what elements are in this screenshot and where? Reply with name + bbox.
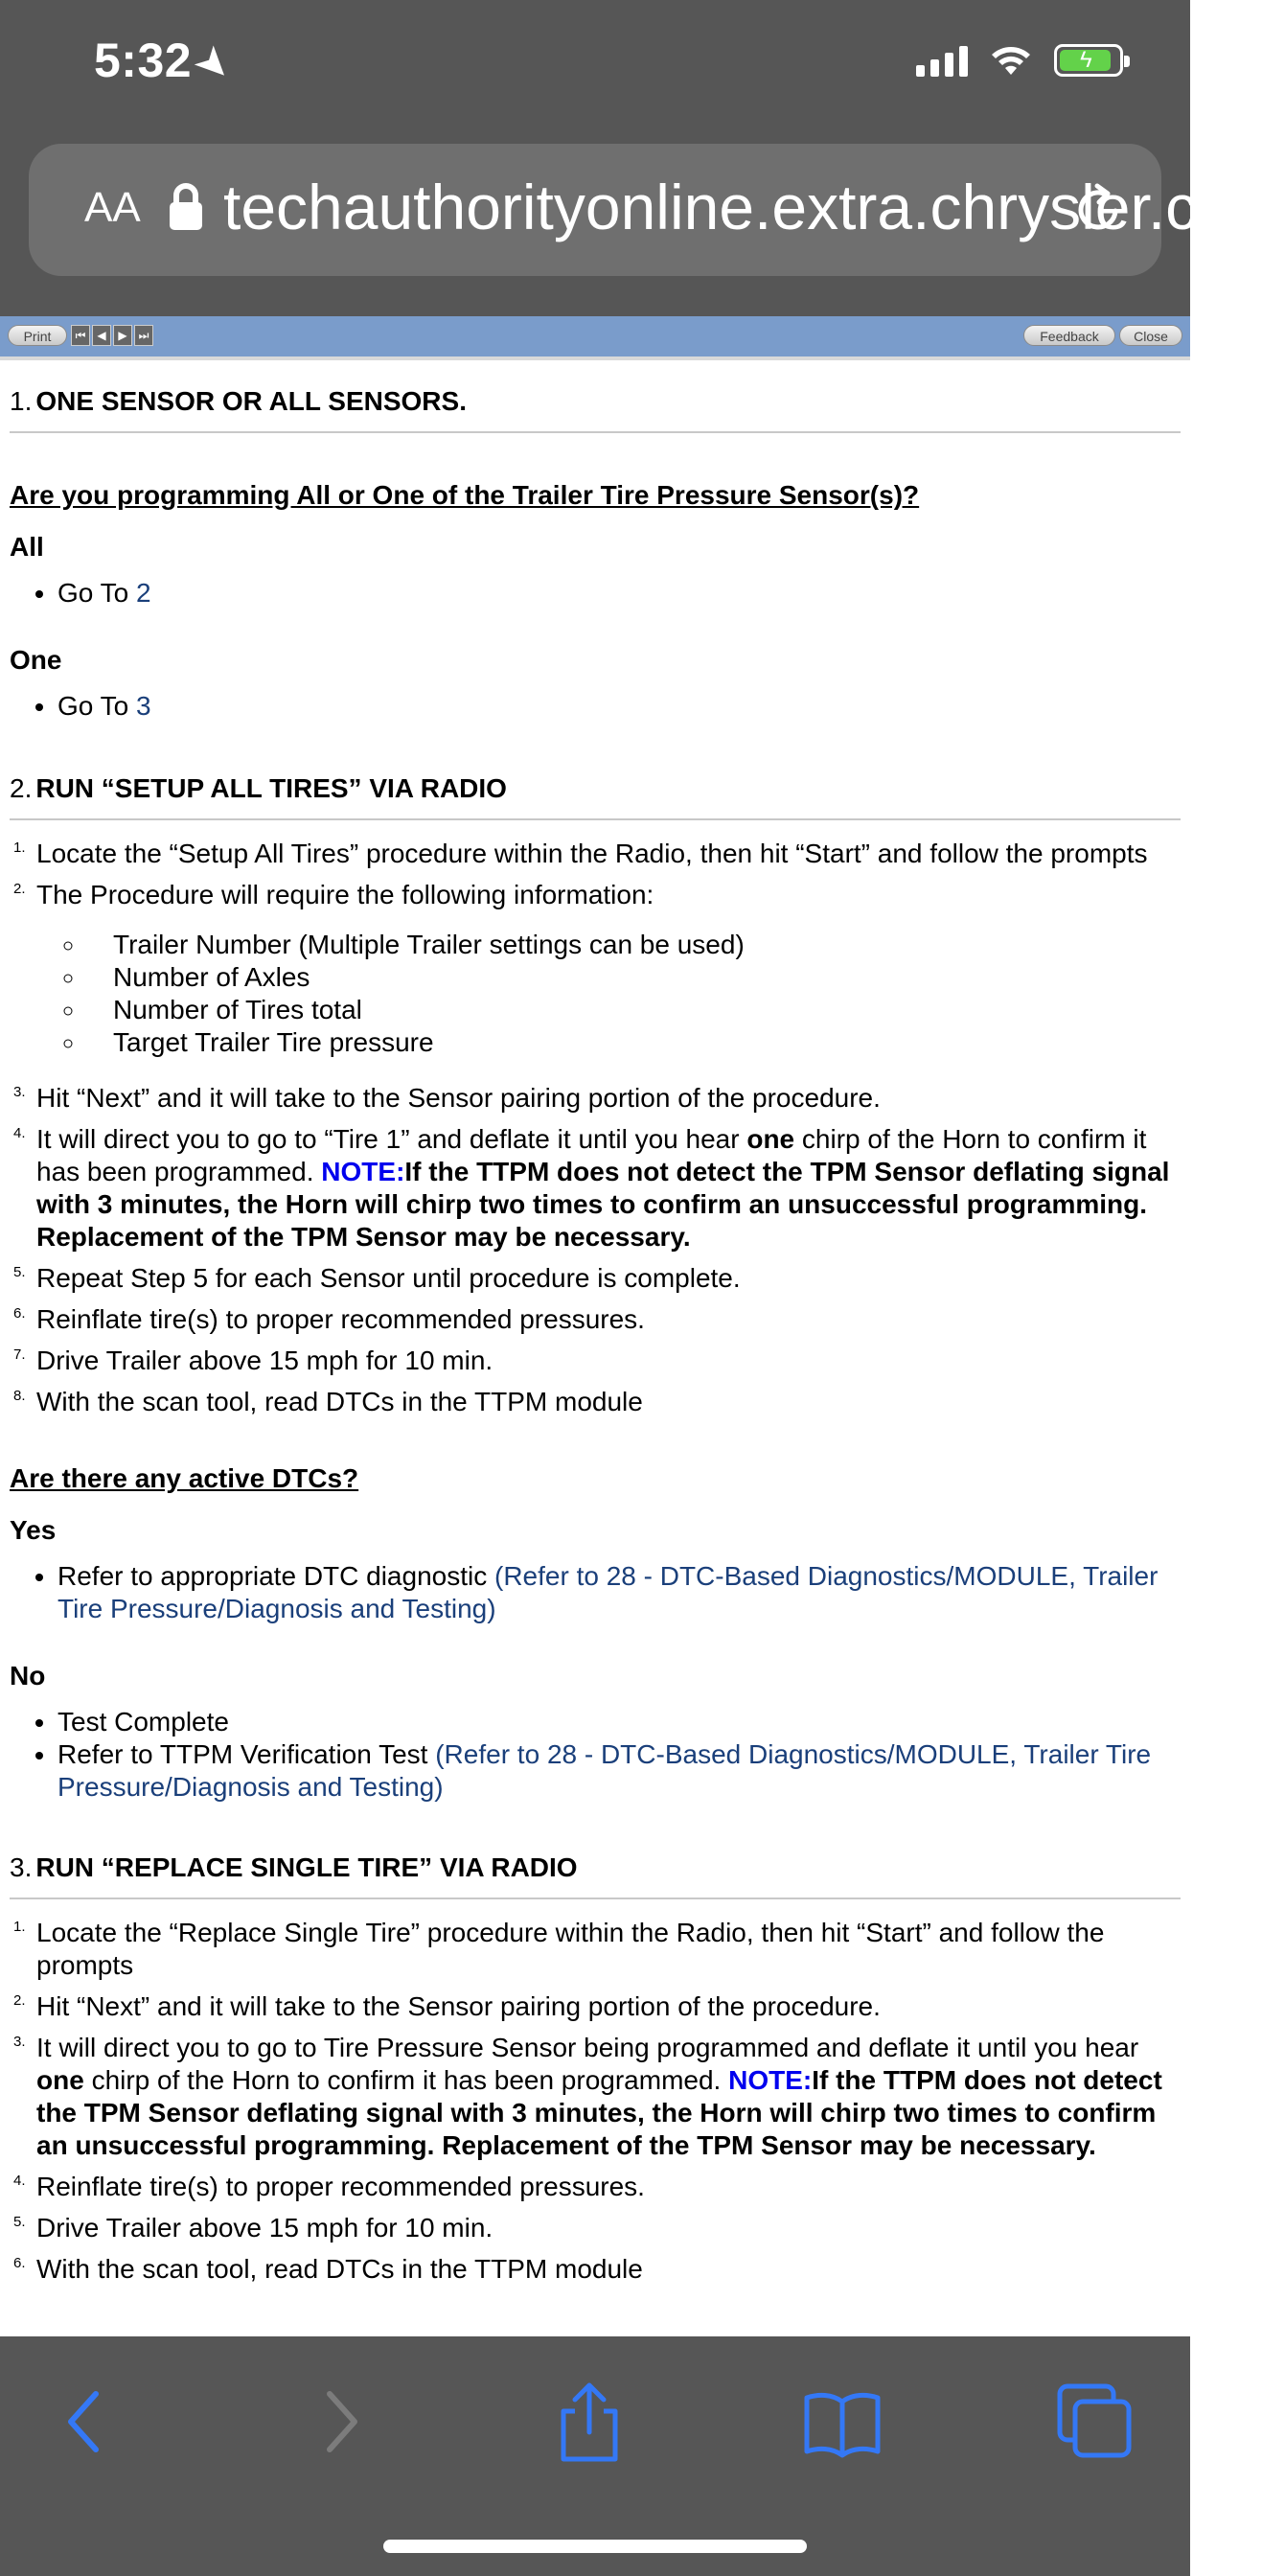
- back-icon[interactable]: [46, 2379, 132, 2465]
- section-3-title: 3. RUN “REPLACE SINGLE TIRE” VIA RADIO: [10, 1852, 1181, 1899]
- note-label: NOTE:: [728, 2065, 813, 2095]
- required-info-list: [10, 929, 1181, 1059]
- list-item: • Refer to appropriate DTC diagnostic (Refer to 28 - DTC-Based Diagnostics/MODULE, Trailer Tire Pressure/Diagnosis and Testing): [57, 1560, 1181, 1625]
- answer-all-list: [10, 577, 1181, 610]
- list-item: 4. Reinflate tire(s) to proper recommended pressures.: [13, 2172, 645, 2201]
- answer-no: No: [10, 1661, 46, 1690]
- list-item: 4. It will direct you to go to “Tire 1” and deflate it until you hear one chirp of the Horn to confirm it has been programmed. NOTE:If the TTPM does not detect the TPM Sensor deflating signal with 3 minutes, the Horn will chirp two times to confirm an unsuccessful programming. Replacement of the TPM Sensor may be necessary.: [13, 1124, 1170, 1252]
- section-1-question: Are you programming All or One of the Trailer Tire Pressure Sensor(s)?: [10, 480, 920, 510]
- list-item: 1. Locate the “Replace Single Tire” procedure within the Radio, then hit “Start” and follow the prompts: [13, 1918, 1105, 1980]
- address-bar[interactable]: [29, 144, 1285, 276]
- list-item: • Refer to TTPM Verification Test (Refer to 28 - DTC-Based Diagnostics/MODULE, Trailer Tire Pressure/Diagnosis and Testing): [57, 1738, 1181, 1804]
- last-page-icon[interactable]: ⏭: [134, 325, 153, 346]
- list-item: 6. With the scan tool, read DTCs in the TTPM module: [13, 2254, 643, 2284]
- list-item: 8. With the scan tool, read DTCs in the TTPM module: [13, 1387, 643, 1416]
- note-text: If the TTPM does not detect the TPM Sensor deflating signal with 3 minutes, the Horn will chirp two times to confirm an unsuccessful programming. Replacement of the TPM Sensor may be necessary.: [36, 2065, 1162, 2160]
- list-item: 7. Drive Trailer above 15 mph for 10 min.: [13, 1346, 493, 1375]
- note-text: If the TTPM does not detect the TPM Sensor deflating signal with 3 minutes, the Horn will chirp two times to confirm an unsuccessful programming. Replacement of the TPM Sensor may be necessary.: [36, 1157, 1170, 1252]
- note-label: NOTE:: [321, 1157, 405, 1186]
- section-1-title: 1. ONE SENSOR OR ALL SENSORS.: [10, 385, 1181, 433]
- browser-bottom-bar: [0, 2336, 1190, 2576]
- list-item: 5. Drive Trailer above 15 mph for 10 min.: [13, 2213, 493, 2242]
- list-item: • Go To 2: [57, 577, 1181, 610]
- bookmarks-icon[interactable]: [799, 2379, 885, 2465]
- list-item: ◦ Trailer Number (Multiple Trailer settings can be used): [86, 929, 1181, 961]
- list-item: ◦ Number of Axles: [86, 961, 1181, 994]
- location-arrow-icon: ➤: [187, 37, 241, 91]
- procedure-content: [10, 364, 1181, 2294]
- verification-test-link[interactable]: (Refer to 28 - DTC-Based Diagnostics/MODULE, Trailer Tire Pressure/Diagnosis and Testing): [57, 1739, 1152, 1802]
- answer-yes-list: [10, 1560, 1181, 1625]
- list-item: • Test Complete: [57, 1706, 1181, 1738]
- list-item: 6. Reinflate tire(s) to proper recommended pressures.: [13, 1304, 645, 1334]
- next-page-icon[interactable]: ▶: [113, 325, 132, 346]
- list-item: 3. It will direct you to go to Tire Pressure Sensor being programmed and deflate it until you hear one chirp of the Horn to confirm it has been programmed. NOTE:If the TTPM does not detect the TPM Sensor deflating signal with 3 minutes, the Horn will chirp two times to confirm an unsuccessful programming. Replacement of the TPM Sensor may be necessary.: [13, 2033, 1162, 2160]
- battery-charging-icon: ϟ: [1054, 44, 1123, 77]
- answer-one-list: [10, 690, 1181, 723]
- feedback-button[interactable]: Feedback: [1023, 325, 1115, 346]
- list-item: 2. Hit “Next” and it will take to the Sensor pairing portion of the procedure.: [13, 1991, 881, 2021]
- tabs-icon[interactable]: [1052, 2379, 1138, 2465]
- cellular-signal-icon: [916, 44, 968, 77]
- reload-icon[interactable]: [1071, 182, 1125, 236]
- page-toolbar: [0, 316, 1190, 360]
- list-item: 1. Locate the “Setup All Tires” procedure within the Radio, then hit “Start” and follow the prompts: [13, 839, 1148, 868]
- lock-icon: [168, 182, 204, 232]
- goto-step-2-link[interactable]: 2: [135, 578, 151, 608]
- list-item: 3. Hit “Next” and it will take to the Sensor pairing portion of the procedure.: [13, 1083, 881, 1113]
- list-item: 5. Repeat Step 5 for each Sensor until procedure is complete.: [13, 1263, 741, 1293]
- section-2-question: Are there any active DTCs?: [10, 1463, 359, 1493]
- list-item: ◦ Target Trailer Tire pressure: [86, 1026, 1181, 1059]
- status-icons: [916, 44, 1123, 77]
- answer-all: All: [10, 532, 44, 562]
- goto-step-3-link[interactable]: 3: [135, 691, 151, 721]
- share-icon[interactable]: [546, 2379, 632, 2465]
- list-item: • Go To 3: [57, 690, 1181, 723]
- home-indicator[interactable]: [383, 2540, 807, 2553]
- section-3-steps: [10, 1917, 1181, 2286]
- print-button[interactable]: Print: [8, 325, 67, 346]
- list-item: 2. The Procedure will require the following information: ◦ Trailer Number (Multiple Trailer settings can be used) ◦ Number of Axles ◦ Number of Tires total ◦ Target Trailer Tire pressure: [10, 879, 1181, 1059]
- answer-no-list: [10, 1706, 1181, 1804]
- section-2-title: 2. RUN “SETUP ALL TIRES” VIA RADIO: [10, 772, 1181, 820]
- wifi-icon: [989, 44, 1033, 77]
- browser-top-chrome: [0, 0, 1285, 316]
- url-text[interactable]: techauthorityonline.extra.chrysler.com: [223, 172, 1285, 242]
- answer-one: One: [10, 645, 62, 675]
- status-time: 5:32➤: [94, 34, 241, 91]
- list-item: ◦ Number of Tires total: [86, 994, 1181, 1026]
- section-2-steps: [10, 838, 1181, 1418]
- answer-yes: Yes: [10, 1515, 57, 1545]
- prev-page-icon[interactable]: ◀: [92, 325, 111, 346]
- close-button[interactable]: Close: [1119, 325, 1182, 346]
- nav-buttons: [71, 325, 153, 346]
- reader-aa-button[interactable]: AA: [84, 184, 141, 231]
- forward-icon[interactable]: [293, 2379, 379, 2465]
- first-page-icon[interactable]: ⏮: [71, 325, 90, 346]
- dtc-diagnostics-link[interactable]: (Refer to 28 - DTC-Based Diagnostics/MODULE, Trailer Tire Pressure/Diagnosis and Testing): [57, 1561, 1159, 1623]
